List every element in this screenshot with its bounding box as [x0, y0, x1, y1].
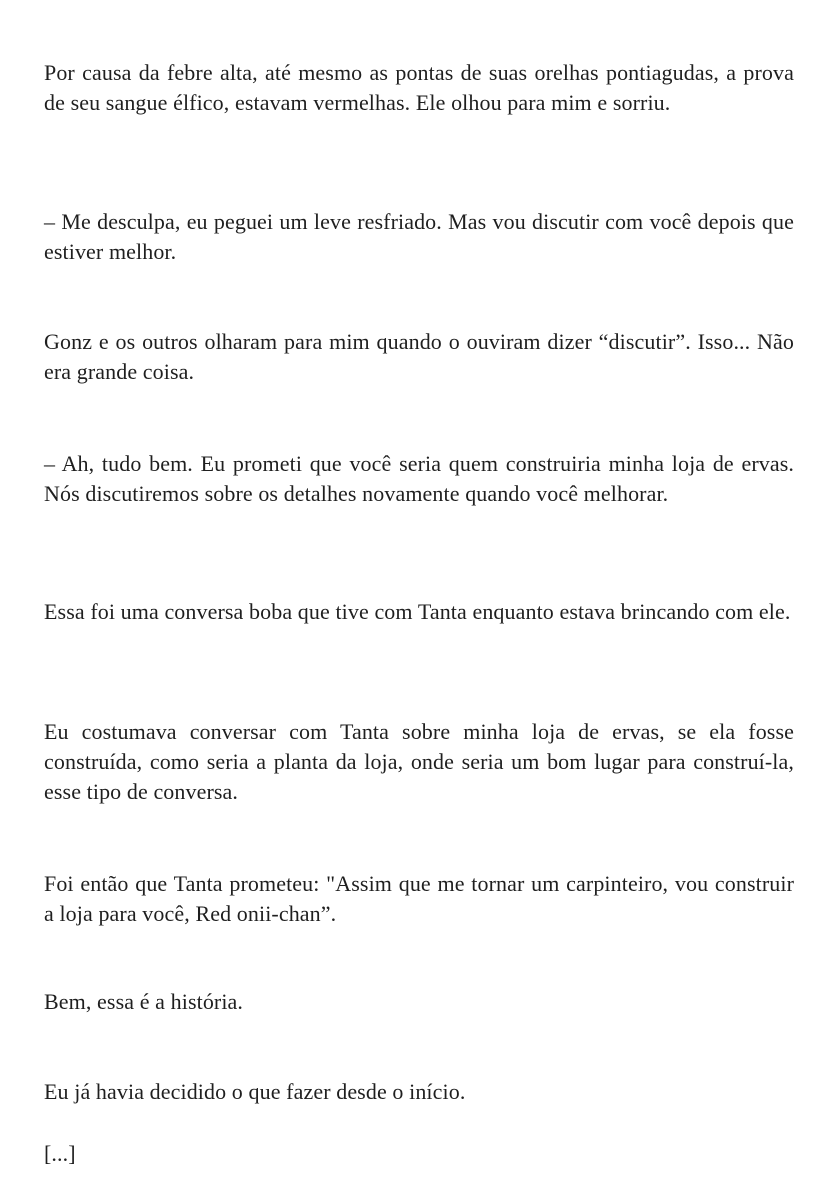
- paragraph-fever: Por causa da febre alta, até mesmo as pontas de suas orelhas pontiagudas, a prova de seu sangue élfico, estavam vermelhas. Ele olhou para mim e sorriu.: [44, 60, 794, 115]
- paragraph-the-story: Bem, essa é a história.: [44, 989, 244, 1014]
- paragraph-decision: Eu já havia decidido o que fazer desde o início.: [44, 1079, 466, 1104]
- paragraph-silly-conversation: Essa foi uma conversa boba que tive com Tanta enquanto estava brincando com ele.: [44, 599, 791, 624]
- paragraph-apology-dialogue: – Me desculpa, eu peguei um leve resfriado. Mas vou discutir com você depois que estiver melhor.: [44, 209, 794, 264]
- paragraph-herb-shop-talks: Eu costumava conversar com Tanta sobre minha loja de ervas, se ela fosse construída, como seria a planta da loja, onde seria um bom lugar para construí-la, esse tipo de conversa.: [44, 719, 794, 804]
- paragraph-tanta-promise: Foi então que Tanta prometeu: "Assim que me tornar um carpinteiro, vou construir a loja para você, Red onii-chan”.: [44, 871, 794, 926]
- paragraph-gonz-reaction: Gonz e os outros olharam para mim quando o ouviram dizer “discutir”. Isso... Não era grande coisa.: [44, 329, 794, 384]
- paragraph-promise-dialogue: – Ah, tudo bem. Eu prometi que você seria quem construiria minha loja de ervas. Nós discutiremos sobre os detalhes novamente quando você melhorar.: [44, 451, 794, 506]
- paragraph-ellipsis: [...]: [44, 1141, 76, 1166]
